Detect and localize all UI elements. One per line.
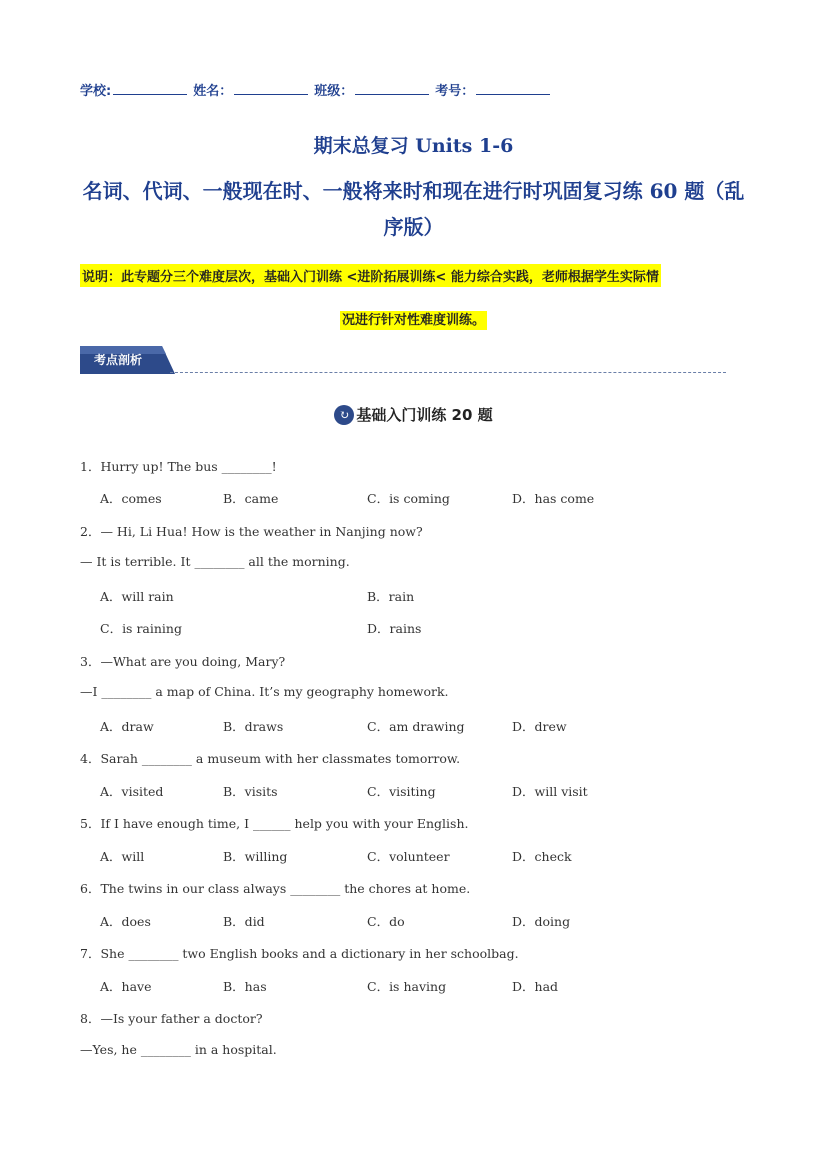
q3-option-a[interactable]: A．draw [100, 719, 154, 734]
exam-no-label: 考号： [435, 84, 475, 99]
q2-option-d[interactable]: D．rains [367, 621, 422, 636]
q7-option-a[interactable]: A．have [100, 979, 152, 994]
q1-option-b[interactable]: B．came [223, 491, 279, 506]
q2-option-c[interactable]: C．is raining [100, 621, 182, 636]
q7-option-d[interactable]: D．had [512, 979, 559, 994]
q3-option-b[interactable]: B．draws [223, 719, 284, 734]
question-8-line-2: —Yes, he ________ in a hospital. [80, 1042, 277, 1057]
student-info-line [80, 80, 556, 99]
q2-option-a[interactable]: A．will rain [100, 589, 174, 604]
q4-option-a[interactable]: A．visited [100, 784, 164, 799]
question-3: 3．—What are you doing, Mary? [80, 654, 286, 669]
section-heading [0, 404, 827, 425]
q2-option-b[interactable]: B．rain [367, 589, 415, 604]
name-blank[interactable] [234, 80, 308, 95]
question-2: 2．— Hi, Li Hua! How is the weather in Nanjing now? [80, 524, 423, 539]
q1-option-c[interactable]: C．is coming [367, 491, 450, 506]
question-8: 8．—Is your father a doctor? [80, 1011, 263, 1026]
school-blank[interactable] [113, 80, 187, 95]
question-4: 4．Sarah ________ a museum with her classmates tomorrow. [80, 751, 461, 766]
q7-option-c[interactable]: C．is having [367, 979, 447, 994]
q6-option-a[interactable]: A．does [100, 914, 151, 929]
q3-option-c[interactable]: C．am drawing [367, 719, 465, 734]
q5-option-d[interactable]: D．check [512, 849, 572, 864]
exam-no-blank[interactable] [476, 80, 550, 95]
note-line-1: 说明：此专题分三个难度层次，基础入门训练 <进阶拓展训练< 能力综合实践，老师根据学生实际情 [80, 264, 661, 287]
q6-option-d[interactable]: D．doing [512, 914, 571, 929]
question-6: 6．The twins in our class always ________ the chores at home. [80, 881, 471, 896]
name-label: 姓名： [193, 84, 233, 99]
section-title: 基础入门训练 20 题 [356, 406, 493, 424]
q5-option-a[interactable]: A．will [100, 849, 145, 864]
circle-arrow-icon: ↻ [334, 405, 354, 425]
section-divider [170, 372, 726, 373]
question-2-line-2: — It is terrible. It ________ all the morning. [80, 554, 350, 569]
page-title: 期末总复习 Units 1-6 [313, 135, 514, 157]
question-7: 7．She ________ two English books and a dictionary in her schoolbag. [80, 946, 519, 961]
question-1: 1．Hurry up! The bus ________! [80, 459, 277, 474]
q1-option-d[interactable]: D．has come [512, 491, 595, 506]
q3-option-d[interactable]: D．drew [512, 719, 567, 734]
q6-option-b[interactable]: B．did [223, 914, 265, 929]
class-blank[interactable] [355, 80, 429, 95]
school-label: 学校: [80, 84, 112, 99]
note-line-2-wrapper [0, 309, 827, 328]
q1-option-a[interactable]: A．comes [100, 491, 162, 506]
question-5: 5．If I have enough time, I ______ help you with your English. [80, 816, 469, 831]
q7-option-b[interactable]: B．has [223, 979, 267, 994]
q5-option-c[interactable]: C．volunteer [367, 849, 450, 864]
q6-option-c[interactable]: C．do [367, 914, 405, 929]
q4-option-b[interactable]: B．visits [223, 784, 278, 799]
q5-option-b[interactable]: B．willing [223, 849, 288, 864]
question-3-line-2: —I ________ a map of China. It’s my geography homework. [80, 684, 449, 699]
class-label: 班级： [314, 84, 354, 99]
banner-label: 考点剖析 [94, 353, 143, 367]
q4-option-d[interactable]: D．will visit [512, 784, 588, 799]
note-line-2: 况进行针对性难度训练。 [341, 313, 485, 328]
page-subtitle: 名词、代词、一般现在时、一般将来时和现在进行时巩固复习练 60 题（乱序版） [82, 179, 745, 239]
section-banner [80, 346, 175, 374]
q4-option-c[interactable]: C．visiting [367, 784, 436, 799]
